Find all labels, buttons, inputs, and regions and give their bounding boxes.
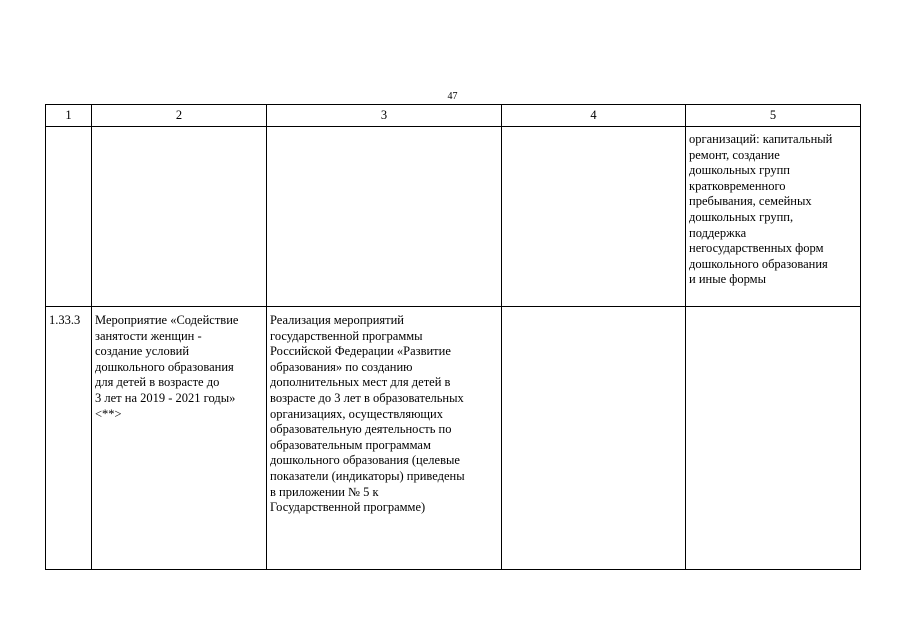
column-header-4: 4 — [502, 105, 686, 127]
column-header-5: 5 — [686, 105, 861, 127]
page-number: 47 — [447, 91, 458, 102]
description-cell — [267, 307, 502, 570]
row-number-cell — [46, 307, 92, 570]
activity-cell — [92, 307, 267, 570]
table-row — [46, 307, 861, 570]
activity-text: Мероприятие «Содействие занятости женщин - создание условий дошкольного образования для детей в возрасте до 3 лет на 2019 - 2021 годы» <**> — [95, 313, 239, 421]
column-5-text: организаций: капитальный ремонт, создание дошкольных групп кратковременного пребывания, семейных дошкольных групп, поддержка негосударственных форм дошкольного образования и иные формы — [689, 132, 833, 287]
column-4-cell — [502, 307, 686, 570]
column-4-cell — [502, 127, 686, 307]
row-number: 1.33.3 — [49, 313, 81, 327]
program-table — [45, 104, 861, 570]
row-number-cell — [46, 127, 92, 307]
column-5-cell — [686, 307, 861, 570]
description-text: Реализация мероприятий государственной программы Российской Федерации «Развитие образования» по созданию дополнительных мест для детей в возрасте до 3 лет в образовательных организациях, осуществляющих образовательную деятельность по образовательным программам дошкольного образования (целевые показатели (индикаторы) приведены в приложении № 5 к Государственной программе) — [270, 313, 465, 515]
column-header-1: 1 — [46, 105, 92, 127]
activity-cell — [92, 127, 267, 307]
description-cell — [267, 127, 502, 307]
table-row — [46, 127, 861, 307]
table-header-row — [46, 105, 861, 127]
column-header-2: 2 — [92, 105, 267, 127]
column-header-3: 3 — [267, 105, 502, 127]
column-5-cell — [686, 127, 861, 307]
